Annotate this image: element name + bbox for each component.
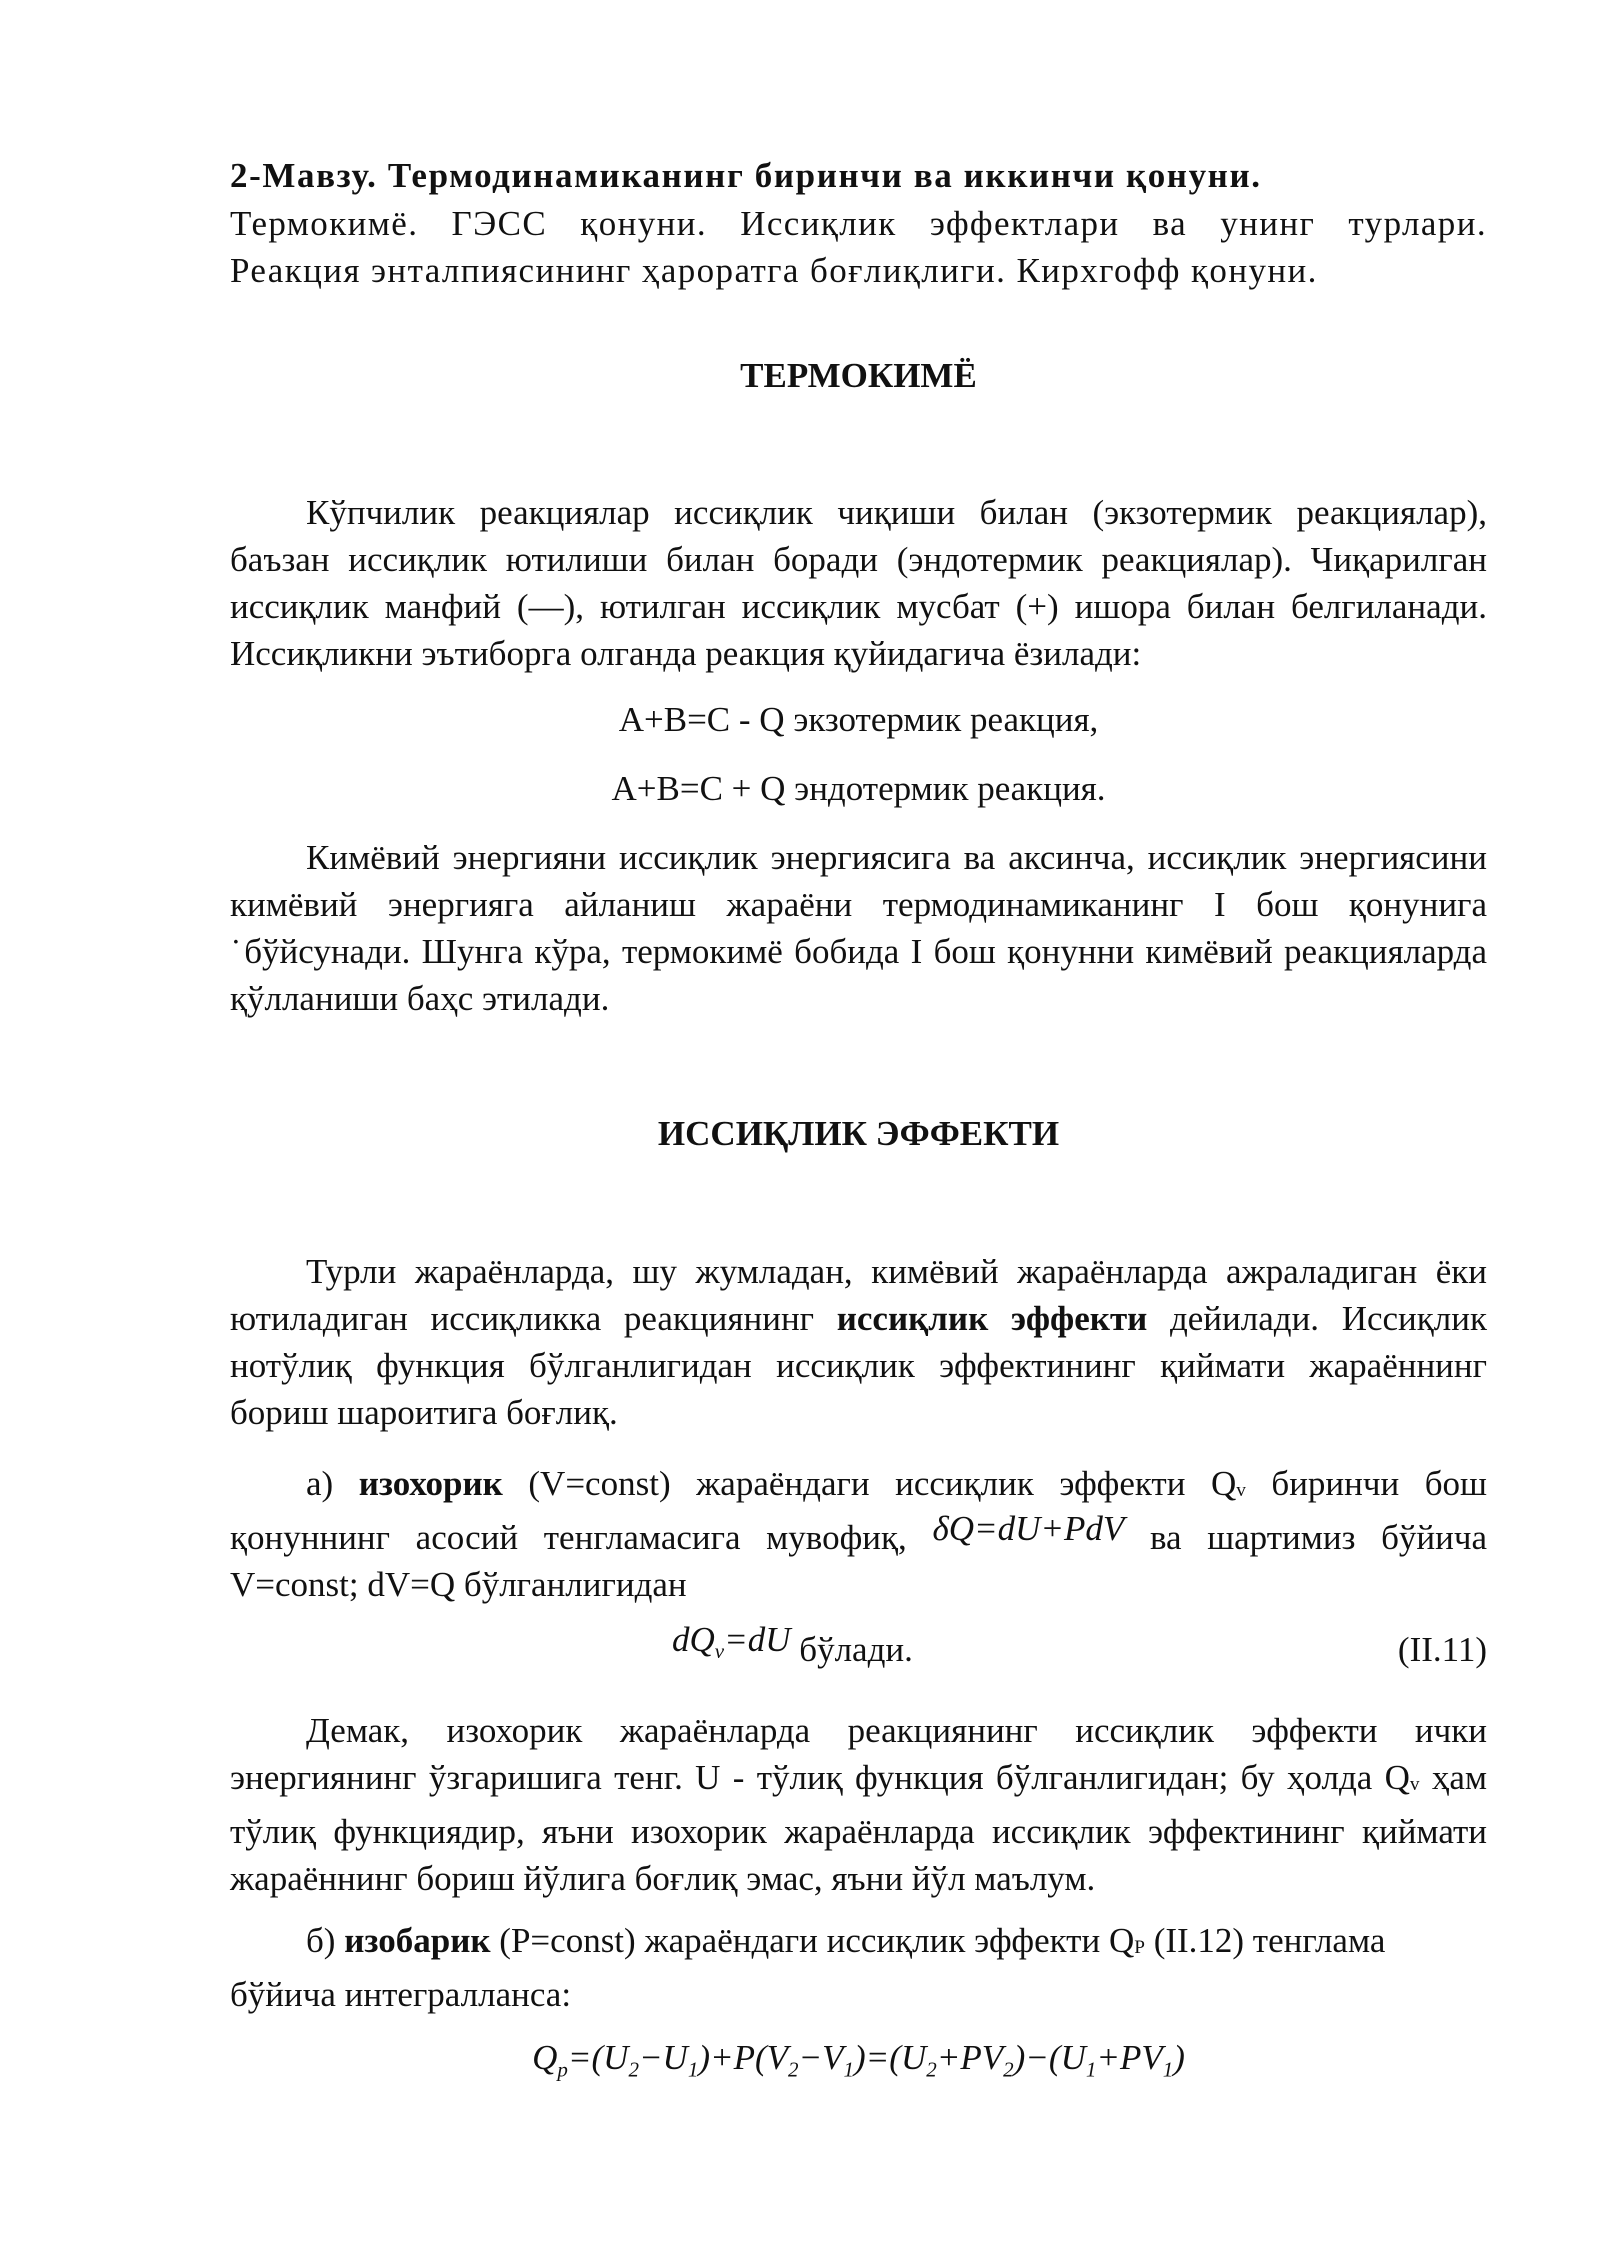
equation-row-ii-11 — [230, 1620, 1487, 1673]
text-run: (II.12) тенглама бўйича интегралланса: — [230, 1921, 1386, 2014]
subscript-v: v — [1409, 1773, 1420, 1795]
subscript-p: P — [1134, 1936, 1145, 1958]
text-run: Турли жараёнларда, шу жумладан, кимёвий жараёнларда ажраладиган ёки ютиладиган иссиқликка реакциянинг — [230, 1252, 1487, 1338]
formula-dq-subscript: v — [714, 1639, 725, 1664]
equation-dqv-text: бўлади. — [799, 1630, 913, 1669]
equation-number: (II.11) — [1397, 1630, 1487, 1669]
document-subtitle-line-2: Реакция энталпиясининг ҳароратга боғлиқлиги. Кирхгофф қонуни. — [230, 251, 1318, 290]
formula-first-law: δQ=dU+PdV — [932, 1508, 1125, 1548]
equation-dqv — [672, 1620, 913, 1685]
text-run: биринчи бош қонуннинг асосий тенгламасига мувофиқ, — [230, 1464, 1488, 1557]
equation-endothermic: A+B=C + Q эндотермик реакция. — [611, 769, 1106, 808]
paragraph-isochoric-conclusion — [230, 1707, 1487, 1902]
term-isobaric: изобарик — [344, 1921, 491, 1960]
formula-isobaric-heat — [230, 2034, 1487, 2093]
paragraph-heat-effect-definition — [230, 1248, 1487, 1436]
term-heat-effect: иссиқлик эффекти — [836, 1299, 1148, 1338]
text-run: Демак, изохорик жараёнларда реакциянинг иссиқлик эффекти ички энергиянинг ўзгаришига тенг. U - тўлиқ функция бўлганлигидан; бу ҳолда Q — [230, 1711, 1487, 1797]
term-isochoric: изохорик — [358, 1464, 503, 1503]
subscript-v: v — [1236, 1479, 1246, 1501]
item-marker-a: а) — [306, 1464, 334, 1503]
paragraph-isobaric — [230, 1917, 1487, 2018]
section-heading-heat-effect: ИССИҚЛИК ЭФФЕКТИ — [657, 1114, 1060, 1153]
equation-exothermic: A+B=C - Q экзотермик реакция, — [618, 700, 1099, 739]
text-run: дейилади. Иссиқлик нотўлиқ функция бўлганлигидан иссиқлик эффектининг қиймати жараённинг бориш шароитига боғлиқ. — [230, 1299, 1487, 1432]
formula-dq: dQ — [672, 1620, 715, 1659]
section-heading-thermochemistry: ТЕРМОКИМЁ — [740, 356, 977, 395]
paragraph-reactions-heat: Кўпчилик реакциялар иссиқлик чиқиши билан (экзотермик реакциялар), баъзан иссиқлик ютилиши билан боради (эндотермик реакциялар). Чиқарилган иссиқлик манфий (—), ютилган иссиқлик мусбат (+) ишора билан белгиланади. Иссиқликни эътиборга олганда реакция қуйидагича ёзилади: — [230, 493, 1487, 673]
paragraph-first-law: Кимёвий энергияни иссиқлик энергиясига ва аксинча, иссиқлик энергиясини кимёвий энергияга айланиш жараёни термодинамиканинг I бош қонунига ˙бўйсунади. Шунга кўра, термокимё бобида I бош қонунни кимёвий реакцияларда қўлланиши баҳс этилади. — [230, 838, 1487, 1018]
text-run: ҳам тўлиқ функциядир, яъни изохорик жараёнларда иссиқлик эффектининг қиймати жараённинг бориш йўлига боғлиқ эмас, яъни йўл маълум. — [230, 1758, 1488, 1898]
paragraph-isochoric — [230, 1460, 1487, 1608]
formula-dq-rhs: =dU — [724, 1620, 791, 1659]
document-subtitle-line-1: Термокимё. ГЭСС қонуни. Иссиқлик эффектлари ва унинг турлари. — [230, 204, 1487, 243]
text-run: (V=const) жараёндаги иссиқлик эффекти Q — [528, 1464, 1237, 1503]
document-title: 2-Мавзу. Термодинамиканинг биринчи ва иккинчи қонуни. — [230, 156, 1262, 195]
item-marker-b: б) — [306, 1921, 336, 1960]
text-run: (P=const) жараёндаги иссиқлик эффекти Q — [499, 1921, 1135, 1960]
text-run: ва шартимиз бўйича V=const; dV=Q бўлганлигидан — [230, 1517, 1488, 1604]
formula-isobaric-rendered: $Q_p=(U_2-U_1)+P(V_2-V_1)=(U_2+PV_2)-(U_1+PV_1)$ — [532, 2038, 1185, 2082]
